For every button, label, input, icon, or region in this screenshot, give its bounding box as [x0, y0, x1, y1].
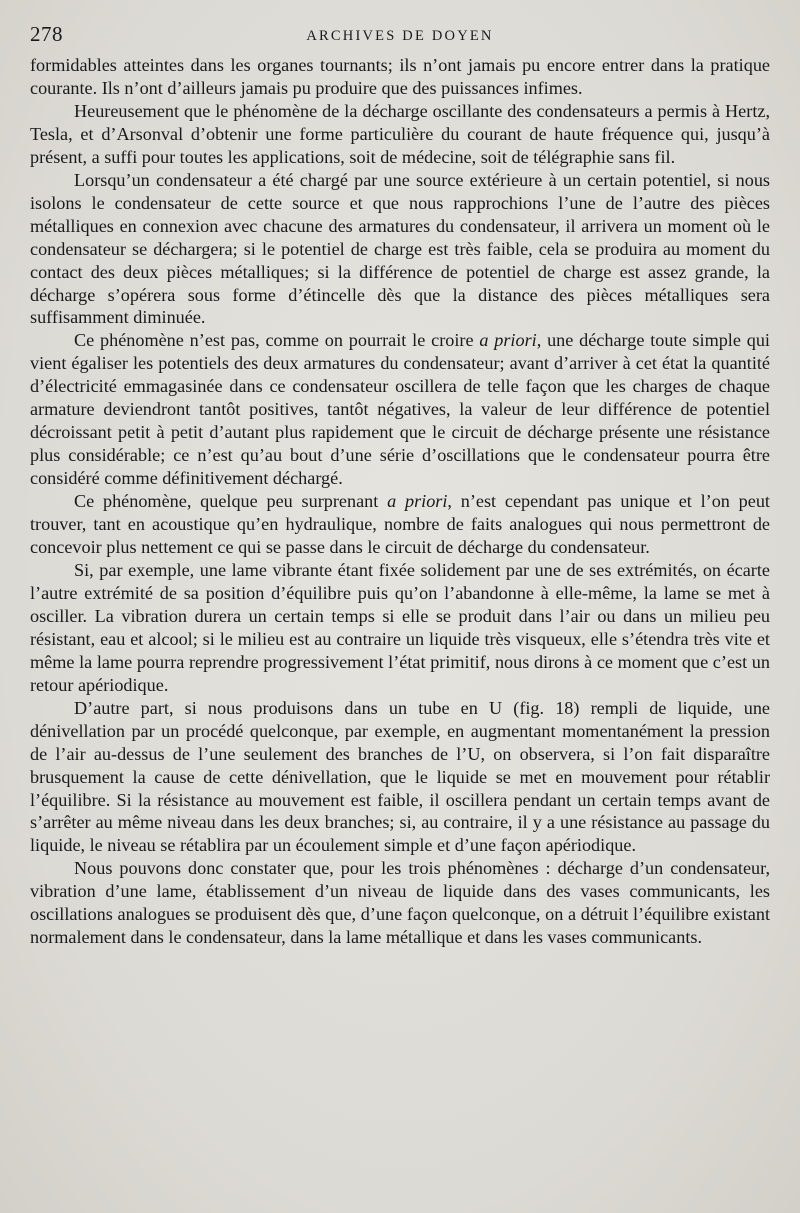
paragraph-text: Ce phénomène, quelque peu surprenant — [74, 491, 388, 512]
paragraph-text: formidables atteintes dans les organes tournants; ils n’ont jamais pu encore entrer dans la pratique courante. Ils n’ont d’ailleurs jamais pu produire que des puissances infimes. — [30, 55, 770, 98]
paragraph-text: Lorsqu’un condensateur a été chargé par une source extérieure à un certain potentiel, si nous isolons le condensateur de cette source et que nous rapprochions l’une de l’autre des pièces métalliques en connexion avec chacune des armatures du condensateur, il arrivera un moment où le condensateur se déchargera; si le potentiel de charge est très faible, cela se produira au moment du contact des deux pièces métalliques; si la différence de potentiel de charge est assez grande, la décharge s’opérera sous forme d’étincelle dès que la distance des pièces métalliques sera suffisamment diminuée. — [30, 169, 770, 328]
paragraph — [30, 857, 770, 949]
paragraph-text: D’autre part, si nous produisons dans un tube en U (fig. 18) rempli de liquide, une dénivellation par un procédé quelconque, par exemple, en augmentant momentanément la pression de l’air au-dessus de l’une seulement des branches de l’U, on observera, si l’on fait disparaître brusquement la cause de cette dénivellation, que le liquide se met en mouvement pour rétablir l’équilibre. Si la résistance au mouvement est faible, il oscillera pendant un certain temps avant de s’arrêter au même niveau dans les deux branches; si, au contraire, il y a une résistance au passage du liquide, le niveau se rétablira par un écoulement simple et d’une façon apériodique. — [30, 697, 770, 856]
paragraph-text: Ce phénomène n’est pas, comme on pourrait le croire — [74, 330, 480, 351]
paragraph — [30, 54, 770, 100]
paragraph-text: Si, par exemple, une lame vibrante étant fixée solidement par une de ses extrémités, on écarte l’autre extrémité de sa position d’équilibre puis qu’on l’abandonne à elle-même, la lame se met à osciller. La vibration durera un certain temps si elle se produit dans l’air ou dans un milieu peu résistant, eau et alcool; si le milieu est au contraire un liquide très visqueux, elle s’étendra très vite et même la lame pourra reprendre progressivement l’état primitif, nous dirons à ce moment que c’est un retour apériodique. — [30, 559, 770, 695]
italic-phrase: a priori — [387, 491, 448, 512]
paragraph — [30, 100, 770, 169]
running-head: ARCHIVES DE DOYEN — [306, 28, 494, 44]
page-number: 278 — [30, 22, 63, 46]
paragraph-text: Heureusement que le phénomène de la décharge oscillante des condensateurs a permis à Hertz, Tesla, et d’Arsonval d’obtenir une forme particulière du courant de haute fréquence qui, jusqu’à présent, a suffi pour toutes les applications, soit de médecine, soit de télégraphie sans fil. — [30, 100, 770, 167]
paragraph — [30, 697, 770, 858]
paragraph — [30, 329, 770, 490]
paragraph — [30, 490, 770, 559]
paragraph-text: , une décharge toute simple qui vient égaliser les potentiels des deux armatures du condensateur; avant d’arriver à cet état la quantité d’électricité emmagasinée dans ce condensateur oscillera de telle façon que les charges de chaque armature deviendront tantôt positives, tantôt négatives, la valeur de leur différence de potentiel décroissant petit à petit d’autant plus rapidement que le circuit de décharge présente une résistance plus considérable; ce n’est qu’au bout d’une série d’oscillations que le condensateur pourra être considéré comme définitivement déchargé. — [30, 330, 770, 489]
paragraph-text: Nous pouvons donc constater que, pour les trois phénomènes : décharge d’un condensateur, vibration d’une lame, établissement d’un niveau de liquide dans des vases communicants, les oscillations analogues se produisent dès que, d’une façon quelconque, on a détruit l’équilibre existant normalement dans le condensateur, dans la lame métallique et dans les vases communicants. — [30, 858, 770, 948]
body-text — [30, 54, 770, 949]
italic-phrase: a priori — [479, 330, 537, 351]
paragraph — [30, 169, 770, 330]
page-header — [30, 22, 770, 54]
paragraph — [30, 559, 770, 697]
paragraph-text: , n’est cependant pas unique et l’on peut trouver, tant en acoustique qu’en hydraulique, nombre de faits analogues qui nous permettront de concevoir plus nettement ce qui se passe dans le circuit de décharge du condensateur. — [30, 491, 770, 558]
